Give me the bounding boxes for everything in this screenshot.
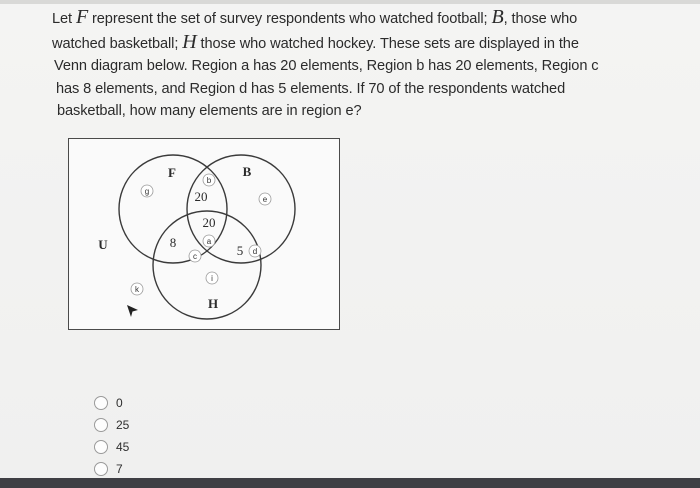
radio-button[interactable] — [94, 440, 108, 454]
radio-button[interactable] — [94, 396, 108, 410]
option-label: 7 — [116, 462, 123, 476]
region-b-text: b — [206, 176, 212, 185]
region-a-text: a — [206, 237, 212, 246]
option-label: 45 — [116, 440, 130, 454]
mouse-pointer-icon — [127, 305, 138, 317]
top-edge — [0, 0, 700, 4]
set-b-symbol: B — [491, 6, 504, 28]
question-text-segment: represent the set of survey respondents who watched football; — [88, 11, 492, 27]
region-d-text: d — [252, 247, 258, 256]
question-line-4: has 8 elements, and Region d has 5 elements. If 70 of the respondents watched — [56, 80, 566, 97]
option-45[interactable] — [94, 440, 214, 458]
radio-button[interactable] — [94, 418, 108, 432]
region-marker-g — [141, 185, 153, 197]
question-line-3: Venn diagram below. Region a has 20 elements, Region b has 20 elements, Region c — [54, 58, 599, 75]
question-line-1 — [52, 6, 652, 31]
option-label: 0 — [116, 396, 123, 410]
set-h-label: H — [207, 296, 219, 311]
question-line-5: basketball, how many elements are in region e? — [57, 103, 362, 120]
question-line-2 — [52, 31, 652, 56]
radio-button[interactable] — [94, 462, 108, 476]
region-marker-i — [206, 272, 218, 284]
region-c-text: c — [193, 252, 197, 261]
venn-diagram — [68, 138, 340, 330]
value-region-d: 5 — [236, 243, 244, 258]
region-marker-e — [259, 193, 271, 205]
set-f-label: F — [168, 165, 176, 180]
region-marker-c — [189, 250, 201, 262]
question-text-segment: Let — [52, 11, 76, 27]
value-region-b: 20 — [194, 189, 208, 204]
value-region-c: 8 — [169, 235, 177, 250]
option-25[interactable] — [94, 418, 214, 436]
region-i-text: i — [211, 274, 213, 283]
set-h-symbol: H — [182, 30, 197, 53]
region-g-text: g — [144, 187, 150, 196]
universe-label: U — [98, 237, 108, 252]
region-e-text: e — [262, 195, 268, 204]
value-region-a: 20 — [202, 215, 216, 230]
bottom-edge — [0, 478, 700, 488]
region-marker-d — [249, 245, 261, 257]
venn-svg — [69, 139, 339, 329]
region-k-text: k — [135, 285, 139, 294]
question-text — [52, 6, 652, 123]
region-marker-k — [131, 283, 143, 295]
set-f-symbol: F — [75, 6, 89, 28]
question-text-segment: , those who — [503, 11, 578, 27]
question-text-segment: watched basketball; — [52, 35, 183, 52]
question-text-segment: those who watched hockey. These sets are displayed in the — [196, 35, 579, 52]
region-marker-a — [203, 235, 215, 247]
option-label: 25 — [116, 418, 130, 432]
set-b-label: B — [242, 164, 252, 179]
region-marker-b — [203, 174, 215, 186]
option-0[interactable] — [94, 396, 214, 414]
